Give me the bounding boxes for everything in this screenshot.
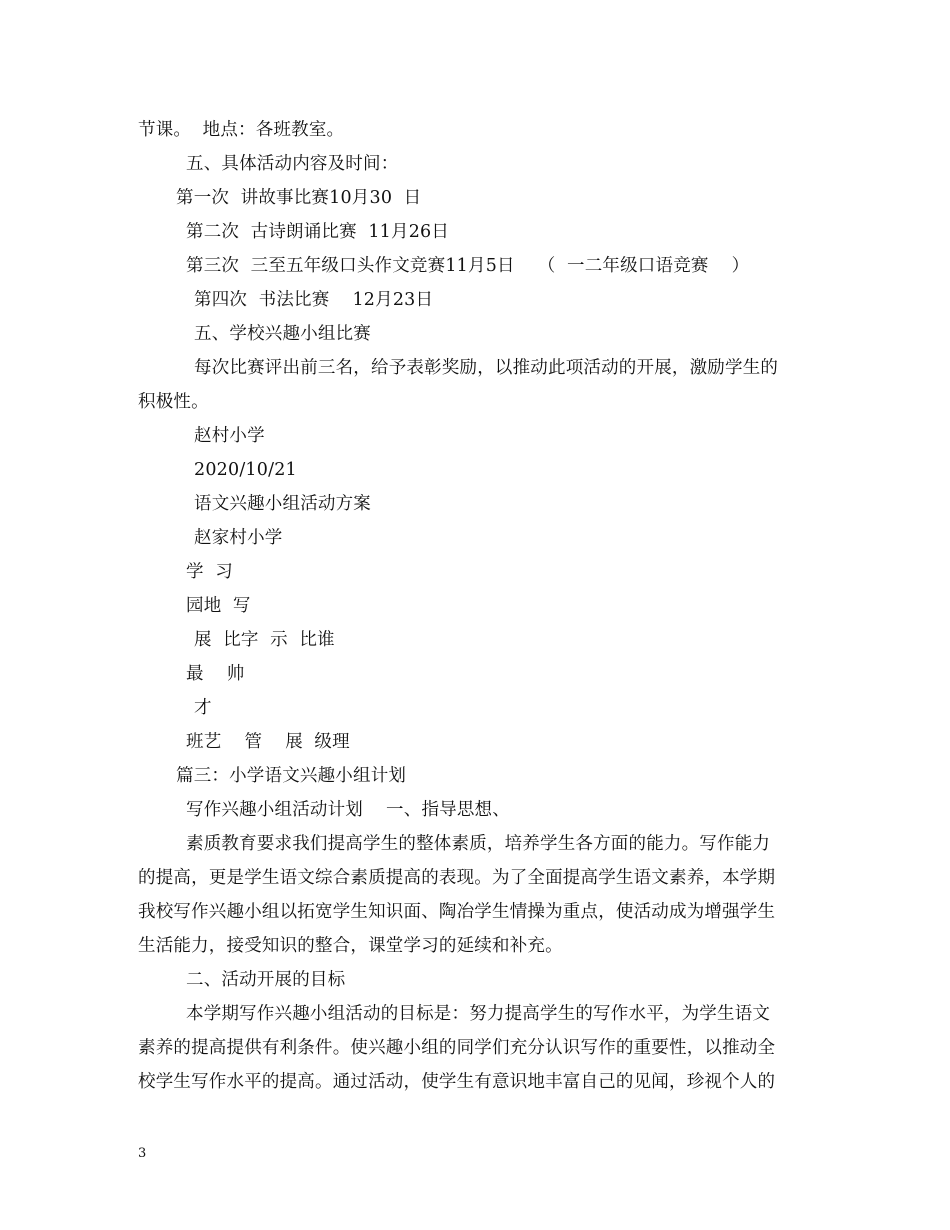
text-line: 赵家村小学 [194, 528, 283, 548]
text-line: 展 比字 示 比谁 [194, 630, 335, 650]
section-heading: 五、学校兴趣小组比赛 [194, 324, 371, 344]
page-number: 3 [138, 1146, 147, 1161]
text-line: 第一次 讲故事比赛10月30 日 [176, 188, 422, 208]
text-line: 生活能力，接受知识的整合，课堂学习的延续和补充。 [138, 936, 563, 956]
text-line: 第三次 三至五年级口头作文竞赛11月5日 （ 一二年级口语竞赛 ） [186, 256, 750, 276]
text-line: 素养的提高提供有利条件。使兴趣小组的同学们充分认识写作的重要性，以推动全 [138, 1038, 776, 1058]
text-line: 素质教育要求我们提高学生的整体素质，培养学生各方面的能力。写作能力 [186, 834, 771, 854]
section-heading: 二、活动开展的目标 [186, 970, 346, 990]
section-heading: 五、具体活动内容及时间： [186, 154, 399, 174]
date-line: 2020/10/21 [194, 460, 297, 480]
text-line: 每次比赛评出前三名，给予表彰奖励，以推动此项活动的开展，激励学生的 [194, 358, 779, 378]
text-line: 才 [194, 698, 212, 718]
text-line: 我校写作兴趣小组以拓宽学生知识面、陶冶学生情操为重点，使活动成为增强学生 [138, 902, 776, 922]
text-line: 语文兴趣小组活动方案 [194, 494, 371, 514]
text-line: 积极性。 [138, 392, 209, 412]
text-line: 第四次 书法比赛 12月23日 [194, 290, 434, 310]
section-heading: 篇三：小学语文兴趣小组计划 [176, 766, 407, 786]
text-line: 学 习 [186, 562, 233, 582]
text-line: 的提高，更是学生语文综合素质提高的表现。为了全面提高学生语文素养，本学期 [138, 868, 776, 888]
text-line: 本学期写作兴趣小组活动的目标是：努力提高学生的写作水平，为学生语文 [186, 1004, 771, 1024]
text-line: 园地 写 [186, 596, 251, 616]
text-line: 第二次 古诗朗诵比赛 11月26日 [186, 222, 450, 242]
text-line: 写作兴趣小组活动计划 一、指导思想、 [186, 800, 510, 820]
text-line: 节课。 地点：各班教室。 [138, 120, 345, 140]
text-line: 赵村小学 [194, 426, 265, 446]
text-line: 班艺 管 展 级理 [186, 732, 350, 752]
text-line: 最 帅 [186, 664, 245, 684]
text-line: 校学生写作水平的提高。通过活动，使学生有意识地丰富自己的见闻，珍视个人的 [138, 1072, 776, 1092]
